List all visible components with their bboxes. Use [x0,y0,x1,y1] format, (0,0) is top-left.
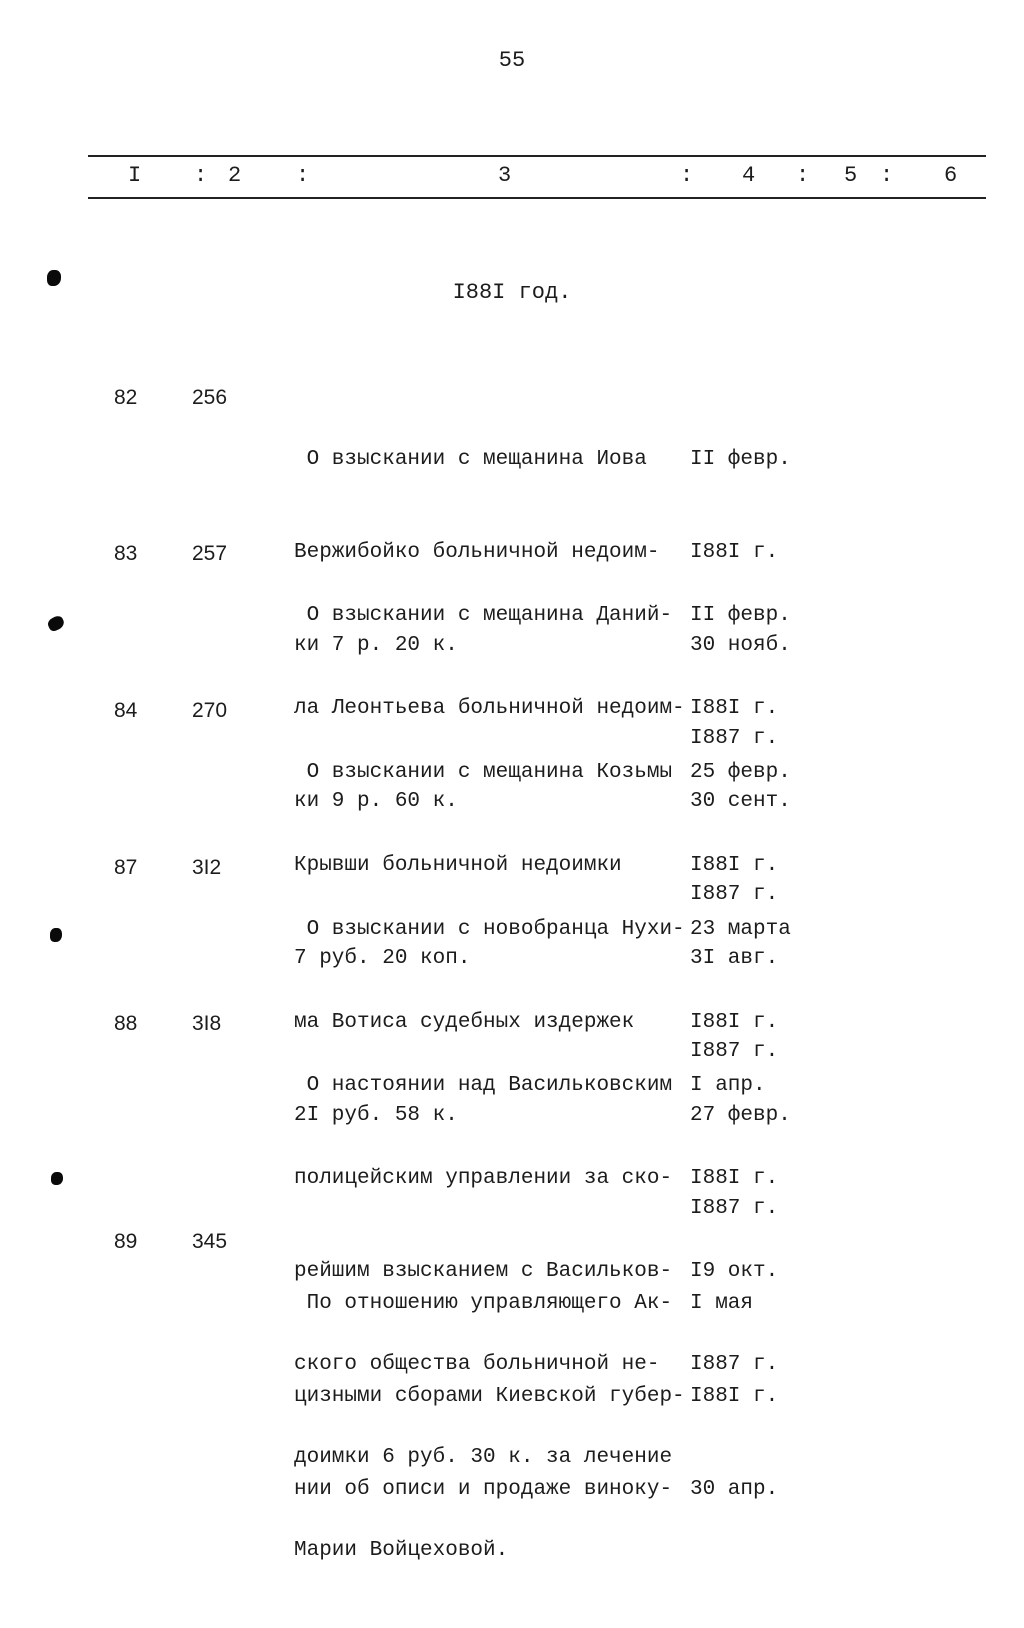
start-date: 23 марта [690,918,791,941]
end-year: I887 г. [690,1353,779,1376]
entry-dates [690,1226,778,1567]
file-number: 3I8 [192,1012,222,1035]
start-year: I88I г. [690,854,779,877]
end-date: 3I авг. [690,947,779,970]
description-line: Вержибойко больничной недоим- [294,541,660,564]
file-number: 3I2 [192,856,222,879]
start-date: I апр. [690,1074,766,1097]
start-date: I мая [690,1292,754,1315]
column-header-3: 3 [498,163,512,188]
column-separator: : [680,163,694,188]
file-number: 257 [192,542,228,565]
entry-description [294,1226,694,1567]
start-year: I88I г. [690,1385,779,1408]
end-date: 30 апр. [690,1478,779,1501]
description-line: ма Вотиса судебных издержек [294,1011,635,1034]
description-line: Крывши больничной недоимки [294,854,622,877]
entry-number: 88 [114,1012,138,1035]
column-headers [0,163,1024,191]
column-header-4: 4 [742,163,756,188]
description-line: доимки 6 руб. 30 к. за лечение [294,1446,673,1469]
start-year: I88I г. [690,1167,779,1190]
entry-number: 82 [114,386,138,409]
file-number: 345 [192,1230,228,1253]
punch-hole-mark [47,270,61,286]
start-year: I88I г. [690,541,779,564]
column-separator: : [194,163,208,188]
end-year: I887 г. [690,727,779,750]
description-line: ла Леонтьева больничной недоим- [294,697,685,720]
description-line: О взыскании с новобранца Нухи- [294,918,685,941]
description-line: 7 руб. 20 коп. [294,947,471,970]
description-line: О взыскании с мещанина Иова [294,448,647,471]
description-line: Марии Войцеховой. [294,1539,509,1562]
end-year: I887 г. [690,1197,779,1220]
start-date: II февр. [690,604,791,627]
description-line: О настоянии над Васильковским [294,1074,673,1097]
description-line: О взыскании с мещанина Козьмы [294,761,673,784]
end-year: I887 г. [690,1040,779,1063]
description-line: ки 7 р. 20 к. [294,634,458,657]
end-date: 30 нояб. [690,634,791,657]
start-year: I88I г. [690,1011,779,1034]
description-line: 2I руб. 58 к. [294,1104,458,1127]
description-line: рейшим взысканием с Васильков- [294,1260,673,1283]
punch-hole-mark [50,928,62,942]
end-date: I9 окт. [690,1260,779,1283]
file-number: 256 [192,386,228,409]
start-year: I88I г. [690,697,779,720]
column-separator: : [880,163,894,188]
page-number: 55 [498,48,526,73]
description-line: цизными сборами Киевской губер- [294,1385,685,1408]
column-header-2: 2 [228,163,242,188]
entry-number: 89 [114,1230,138,1253]
column-header-5: 5 [844,163,858,188]
end-date: 27 февр. [690,1104,791,1127]
description-line: О взыскании с мещанина Даний- [294,604,673,627]
description-line: По отношению управляющего Ак- [294,1292,673,1315]
column-header-1: I [128,163,142,188]
entry-number: 84 [114,699,138,722]
column-separator: : [296,163,310,188]
column-separator: : [796,163,810,188]
section-heading-year: I88I год. [452,280,572,305]
end-date: 30 сент. [690,790,791,813]
header-rule-top [88,155,986,157]
description-line: ки 9 р. 60 к. [294,790,458,813]
punch-hole-mark [51,1172,63,1185]
description-line: ского общества больничной не- [294,1353,660,1376]
column-header-6: 6 [944,163,958,188]
description-line: нии об описи и продаже виноку- [294,1478,673,1501]
header-rule-bottom [88,197,986,199]
description-line: полицейским управлении за ско- [294,1167,673,1190]
file-number: 270 [192,699,228,722]
entry-number: 87 [114,856,138,879]
punch-hole-mark [46,614,66,633]
start-date: 25 февр. [690,761,791,784]
start-date: II февр. [690,448,791,471]
entry-number: 83 [114,542,138,565]
end-year: I887 г. [690,883,779,906]
